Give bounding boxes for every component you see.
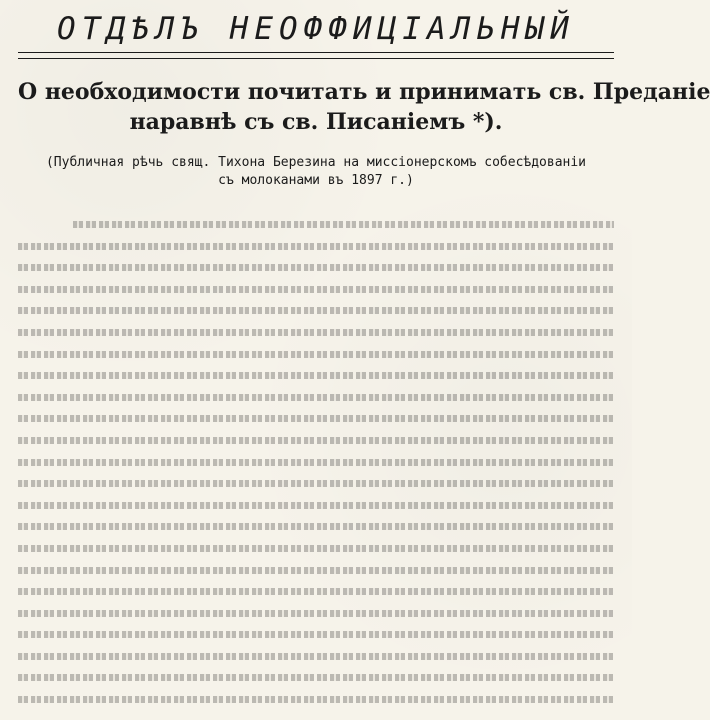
body-line — [18, 624, 614, 646]
text-line-placeholder — [18, 696, 614, 703]
body-line — [18, 408, 614, 430]
text-line-placeholder — [18, 372, 614, 379]
article-subtitle-line-2: съ молоканами въ 1897 г.) — [218, 173, 414, 188]
text-line-placeholder — [18, 480, 614, 487]
article-body — [18, 214, 614, 711]
body-line — [18, 581, 614, 603]
body-line — [18, 473, 614, 495]
text-line-placeholder — [18, 674, 614, 681]
text-line-placeholder — [18, 459, 614, 466]
text-line-placeholder — [18, 243, 614, 250]
body-line — [18, 344, 614, 366]
body-line — [18, 236, 614, 258]
article-subtitle-line-1: (Публичная рѣчь свящ. Тихона Березина на миссіонерскомъ собесѣдованіи — [45, 155, 587, 170]
article-title — [18, 77, 710, 137]
body-line — [18, 452, 614, 474]
body-line — [18, 603, 614, 625]
body-line — [18, 214, 614, 236]
text-line-placeholder — [18, 264, 614, 271]
body-line — [18, 430, 614, 452]
double-divider — [18, 52, 614, 59]
body-line — [18, 516, 614, 538]
article-subtitle — [18, 154, 614, 190]
text-line-placeholder — [18, 394, 614, 401]
text-line-placeholder — [18, 567, 614, 574]
body-line — [18, 646, 614, 668]
text-line-placeholder — [18, 523, 614, 530]
text-line-placeholder — [18, 631, 614, 638]
body-line — [18, 538, 614, 560]
body-line — [18, 495, 614, 517]
text-line-placeholder — [18, 610, 614, 617]
article-title-line-1: О необходимости почитать и принимать св. Преданіе — [18, 79, 710, 105]
text-line-placeholder — [18, 351, 614, 358]
text-line-placeholder — [18, 307, 614, 314]
body-line — [18, 300, 614, 322]
body-line — [18, 279, 614, 301]
text-line-placeholder — [18, 588, 614, 595]
text-line-placeholder — [18, 545, 614, 552]
body-line — [18, 365, 614, 387]
body-line — [18, 560, 614, 582]
body-line — [18, 689, 614, 711]
text-line-placeholder — [18, 329, 614, 336]
body-line — [18, 322, 614, 344]
article-title-line-2: наравнѣ съ св. Писаніемъ *). — [129, 109, 503, 135]
text-line-placeholder — [18, 502, 614, 509]
body-line — [18, 667, 614, 689]
text-line-placeholder — [18, 653, 614, 660]
text-line-placeholder — [73, 221, 614, 228]
body-line — [18, 257, 614, 279]
text-line-placeholder — [18, 286, 614, 293]
text-line-placeholder — [18, 415, 614, 422]
text-line-placeholder — [18, 437, 614, 444]
section-heading: ОТДѢЛЪ НЕОФФИЦІАЛЬНЫЙ — [57, 11, 575, 47]
body-line — [18, 387, 614, 409]
